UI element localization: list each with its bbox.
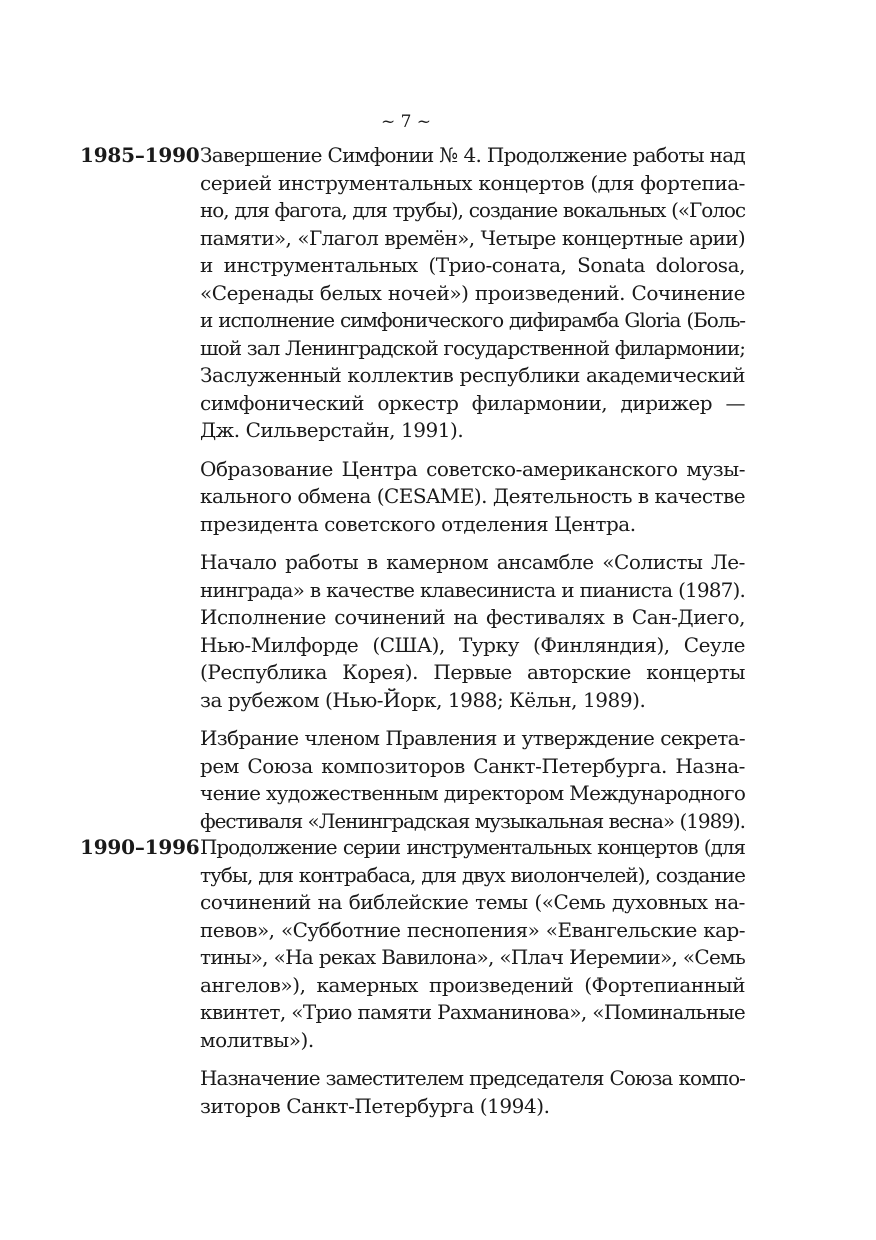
text-line: тубы, для контрабаса, для двух виолончелей), создание [200, 862, 745, 887]
text-line: серией инструментальных концертов (для фортепиа- [200, 170, 745, 195]
text-line: Нью-Милфорде (США), Турку (Финляндия), Сеуле [200, 632, 745, 657]
text-line: шой зал Ленинградской государственной филармонии; [200, 335, 745, 360]
text-line: ангелов»), камерных произведений (Фортепианный [200, 972, 745, 997]
entry-years: 1990–1996 [80, 835, 200, 859]
text-line: симфонический оркестр филармонии, дирижер — [200, 390, 745, 415]
page-number: ~ 7 ~ [380, 112, 432, 132]
text-line: тины», «На реках Вавилона», «Плач Иеремии», «Семь [200, 945, 745, 969]
text-line: нинграда» в качестве клавесиниста и пианиста (1987). [200, 577, 745, 602]
paragraph [200, 1065, 745, 1120]
paragraph [200, 834, 745, 1054]
text-line: Завершение Симфонии № 4. Продолжение работы над [200, 143, 745, 167]
text-line: (Республика Корея). Первые авторские концерты [200, 660, 745, 684]
text-line: Дж. Сильверстайн, 1991). [200, 418, 464, 442]
entry-years: 1985–1990 [80, 143, 200, 167]
text-line: Начало работы в камерном ансамбле «Солисты Ле- [200, 550, 745, 574]
text-line: памяти», «Глагол времён», Четыре концертные арии) [200, 225, 745, 250]
text-line: но, для фагота, для трубы), создание вокальных («Голос [200, 198, 745, 222]
text-line: и исполнение симфонического дифирамба Gloria (Боль- [200, 308, 745, 332]
text-line: Избрание членом Правления и утверждение секрета- [200, 726, 745, 750]
paragraph [200, 725, 745, 835]
text-line: зиторов Санкт-Петербурга (1994). [200, 1093, 550, 1118]
text-line: Исполнение сочинений на фестивалях в Сан-Диего, [200, 605, 745, 629]
text-line: Назначение заместителем председателя Союза компо- [200, 1066, 745, 1090]
text-line: фестиваля «Ленинградская музыкальная весна» (1989). [200, 808, 745, 833]
text-line: и инструментальных (Трио-соната, Sonata dolorosa, [200, 253, 745, 277]
entry-body [200, 834, 745, 1131]
text-line: певов», «Субботние песнопения» «Евангельские кар- [200, 917, 745, 942]
text-line: за рубежом (Нью-Йорк, 1988; Кёльн, 1989). [200, 687, 646, 712]
text-line: квинтет, «Трио памяти Рахманинова», «Поминальные [200, 1000, 746, 1024]
paragraph [200, 142, 745, 445]
text-line: «Серенады белых ночей») произведений. Сочинение [200, 280, 745, 305]
text-line: кального обмена (CESAME). Деятельность в качестве [200, 484, 745, 508]
text-line: Заслуженный коллектив республики академический [200, 363, 745, 387]
text-line: Образование Центра советско-американского музы- [200, 456, 745, 481]
text-line: молитвы»). [200, 1027, 314, 1052]
text-line: чение художественным директором Международного [200, 781, 746, 805]
paragraph [200, 549, 745, 714]
text-line: рем Союза композиторов Санкт-Петербурга. Назна- [200, 753, 745, 778]
text-line: президента советского отделения Центра. [200, 511, 636, 536]
text-line: Продолжение серии инструментальных концертов (для [200, 835, 745, 859]
text-line: сочинений на библейские темы («Семь духовных на- [200, 890, 745, 914]
entry-body [200, 142, 745, 846]
paragraph [200, 456, 745, 539]
